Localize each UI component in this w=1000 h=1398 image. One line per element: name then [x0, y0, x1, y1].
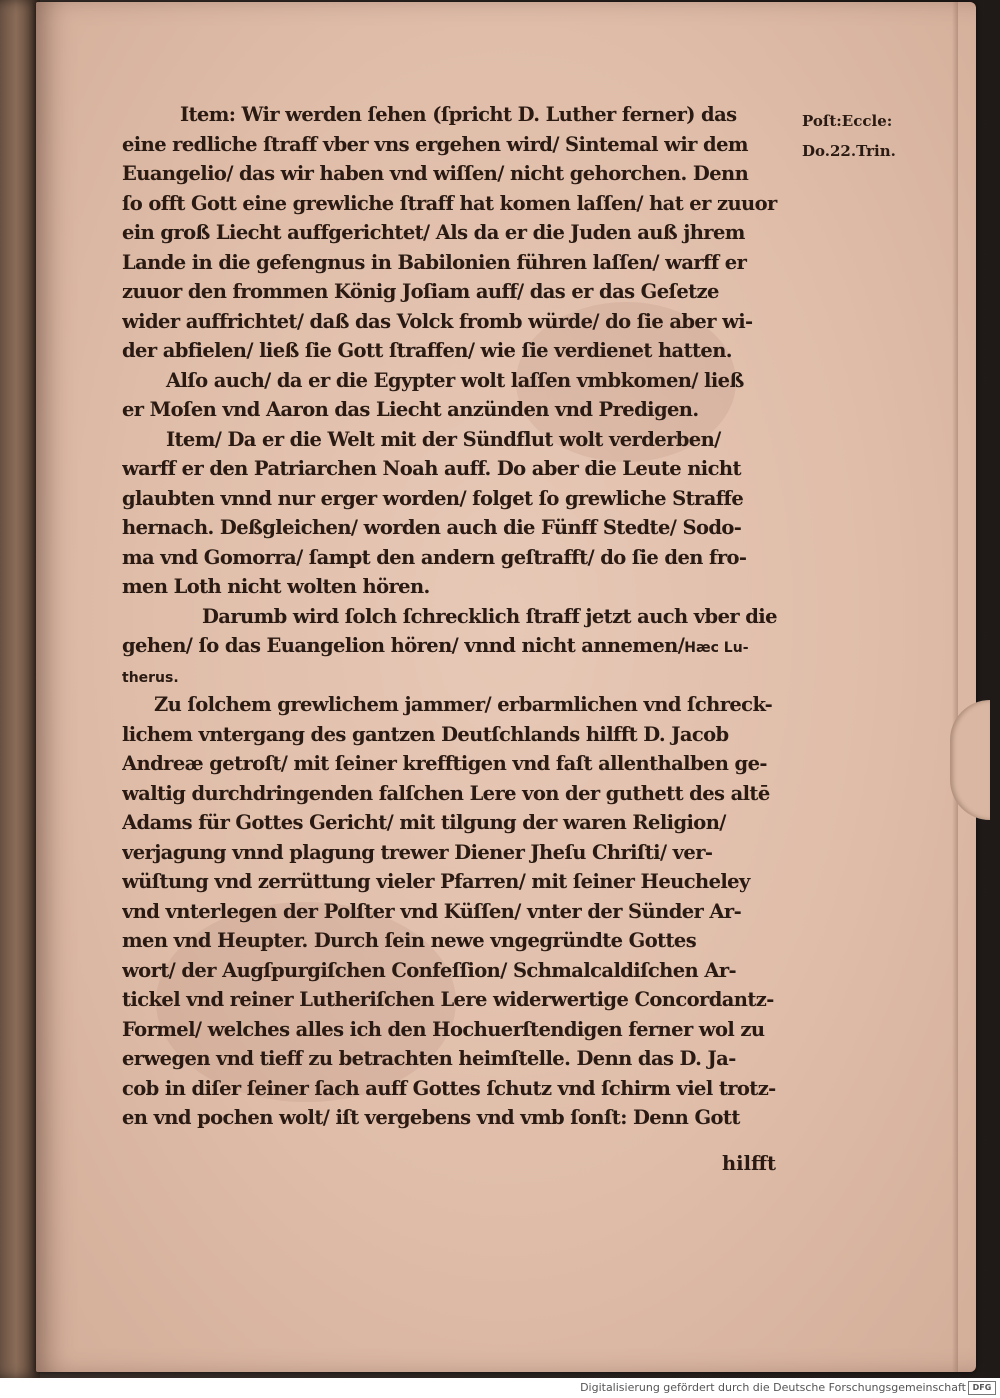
text-line-content: Andreæ getroſt/ mit ſeiner krefftigen vnd faſt allenthalben ge- [122, 752, 767, 775]
text-line [122, 395, 792, 425]
page-body-text [122, 100, 792, 1133]
margin-note-postil: Poſt:Eccle: [802, 112, 893, 130]
text-line-content: men vnd Heupter. Durch ſein newe vngegründte Gottes [122, 929, 697, 952]
text-line-content: zuuor den frommen König Joſiam auff/ das er das Geſetze [122, 280, 719, 303]
page-edge-shadow [952, 2, 958, 1372]
text-line [122, 484, 792, 514]
text-line [122, 1074, 792, 1104]
text-line-content: Euangelio/ das wir haben vnd wiſſen/ nicht gehorchen. Denn [122, 162, 749, 185]
text-line-content: Item/ Da er die Welt mit der Sündflut wolt verderben/ [166, 427, 721, 451]
text-line [122, 661, 792, 691]
text-line [122, 720, 792, 750]
text-line [122, 130, 792, 160]
text-line-content: en vnd pochen wolt/ iſt vergebens vnd vmb ſonſt: Denn Gott [122, 1106, 740, 1129]
text-line-content: wider auffrichtet/ daß das Volck fromb würde/ do ſie aber wi- [122, 309, 753, 333]
text-line-content: tickel vnd reiner Lutheriſchen Lere widerwertige Concordantz- [122, 988, 774, 1011]
digitization-credit: Digitalisierung gefördert durch die Deutsche Forschungsgemeinschaft [580, 1381, 966, 1394]
dfg-logo: DFG [968, 1381, 996, 1395]
text-line-content: glaubten vnnd nur erger worden/ folget ſo grewliche Straffe [122, 486, 744, 510]
text-line [122, 572, 792, 602]
text-line [122, 897, 792, 927]
text-line-content: Zu ſolchem grewlichem jammer/ erbarmlichen vnd ſchreck- [154, 693, 773, 716]
text-line [122, 631, 792, 661]
text-line [122, 543, 792, 573]
text-line [122, 867, 792, 897]
text-line [122, 926, 792, 956]
text-line-content: verjagung vnnd plagung trewer Diener Jheſu Chriſti/ ver- [122, 840, 713, 864]
text-line [122, 189, 792, 219]
text-line [122, 307, 792, 337]
text-line [122, 838, 792, 868]
latin-annotation: therus. [122, 669, 179, 686]
text-line [122, 248, 792, 278]
text-line [122, 602, 792, 632]
text-line-content: cob in diſer ſeiner ſach auff Gottes ſchutz vnd ſchirm viel trotz- [122, 1076, 776, 1100]
text-line-content: vnd vnterlegen der Polſter vnd Küſſen/ vnter der Sünder Ar- [122, 899, 742, 923]
text-line-content: Darumb wird ſolch ſchrecklich ſtraff jetzt auch vber die [202, 604, 777, 628]
text-line [122, 513, 792, 543]
text-line-content: der abfielen/ ließ ſie Gott ſtraffen/ wie ſie verdienet hatten. [122, 339, 732, 362]
text-line-content: ſo offt Gott eine grewliche ſtraff hat komen laſſen/ hat er zuuor [122, 191, 777, 215]
text-line [122, 749, 792, 779]
text-line-content: Item: Wir werden ſehen (ſpricht D. Luther ferner) das [180, 103, 737, 126]
text-line-content: eine redliche ſtraff vber vns ergehen wird/ Sintemal wir dem [122, 132, 748, 156]
text-line [122, 690, 792, 720]
text-line-content: Adams für Gottes Gericht/ mit tilgung der waren Religion/ [122, 811, 726, 834]
text-line-content: warff er den Patriarchen Noah auff. Do aber die Leute nicht [122, 457, 741, 480]
text-line-content: Formel/ welches alles ich den Hochuerſtendigen ferner wol zu [122, 1017, 765, 1041]
text-line [122, 336, 792, 366]
text-line [122, 1015, 792, 1045]
page-tab-notch [950, 700, 990, 820]
latin-annotation: Hæc Lu- [684, 640, 749, 656]
text-line [122, 808, 792, 838]
text-line-content: Lande in die gefengnus in Babilonien führen laſſen/ warff er [122, 250, 747, 274]
margin-note-trinity: Do.22.Trin. [802, 142, 896, 160]
catchword: hilfft [722, 1152, 777, 1175]
text-line [122, 159, 792, 189]
text-line-content: men Loth nicht wolten hören. [122, 575, 430, 598]
text-line [122, 985, 792, 1015]
text-line-content: waltig durchdringenden falſchen Lere von der guthett des altē [122, 781, 770, 805]
text-line [122, 277, 792, 307]
text-line-content: lichem vntergang des gantzen Deutſchlands hilfft D. Jacob [122, 722, 729, 746]
text-line-content: Alſo auch/ da er die Egypter wolt laſſen vmbkomen/ ließ [166, 368, 744, 392]
text-line [122, 1103, 792, 1133]
text-line [122, 100, 792, 130]
text-line-content: hernach. Deßgleichen/ worden auch die Fünff Stedte/ Sodo- [122, 516, 742, 539]
text-line-content: wüſtung vnd zerrüttung vieler Pfarren/ mit ſeiner Heucheley [122, 870, 750, 893]
text-line [122, 425, 792, 455]
text-line-content: gehen/ ſo das Euangelion hören/ vnnd nicht annemen/ [122, 634, 685, 657]
text-line-content: ein groß Liecht auffgerichtet/ Als da er die Juden auß jhrem [122, 221, 745, 244]
text-line-content: erwegen vnd tieff zu betrachten heimſtelle. Denn das D. Ja- [122, 1047, 736, 1070]
text-line-content: er Moſen vnd Aaron das Liecht anzünden vnd Predigen. [122, 398, 699, 421]
left-page-edge [0, 0, 40, 1378]
text-line [122, 218, 792, 248]
text-line-content: wort/ der Augſpurgiſchen Confeſſion/ Schmalcaldiſchen Ar- [122, 958, 737, 982]
text-line [122, 1044, 792, 1074]
text-line [122, 366, 792, 396]
text-line [122, 454, 792, 484]
text-line [122, 779, 792, 809]
text-line [122, 956, 792, 986]
text-line-content: ma vnd Gomorra/ ſampt den andern geſtrafft/ do ſie den fro- [122, 545, 747, 569]
